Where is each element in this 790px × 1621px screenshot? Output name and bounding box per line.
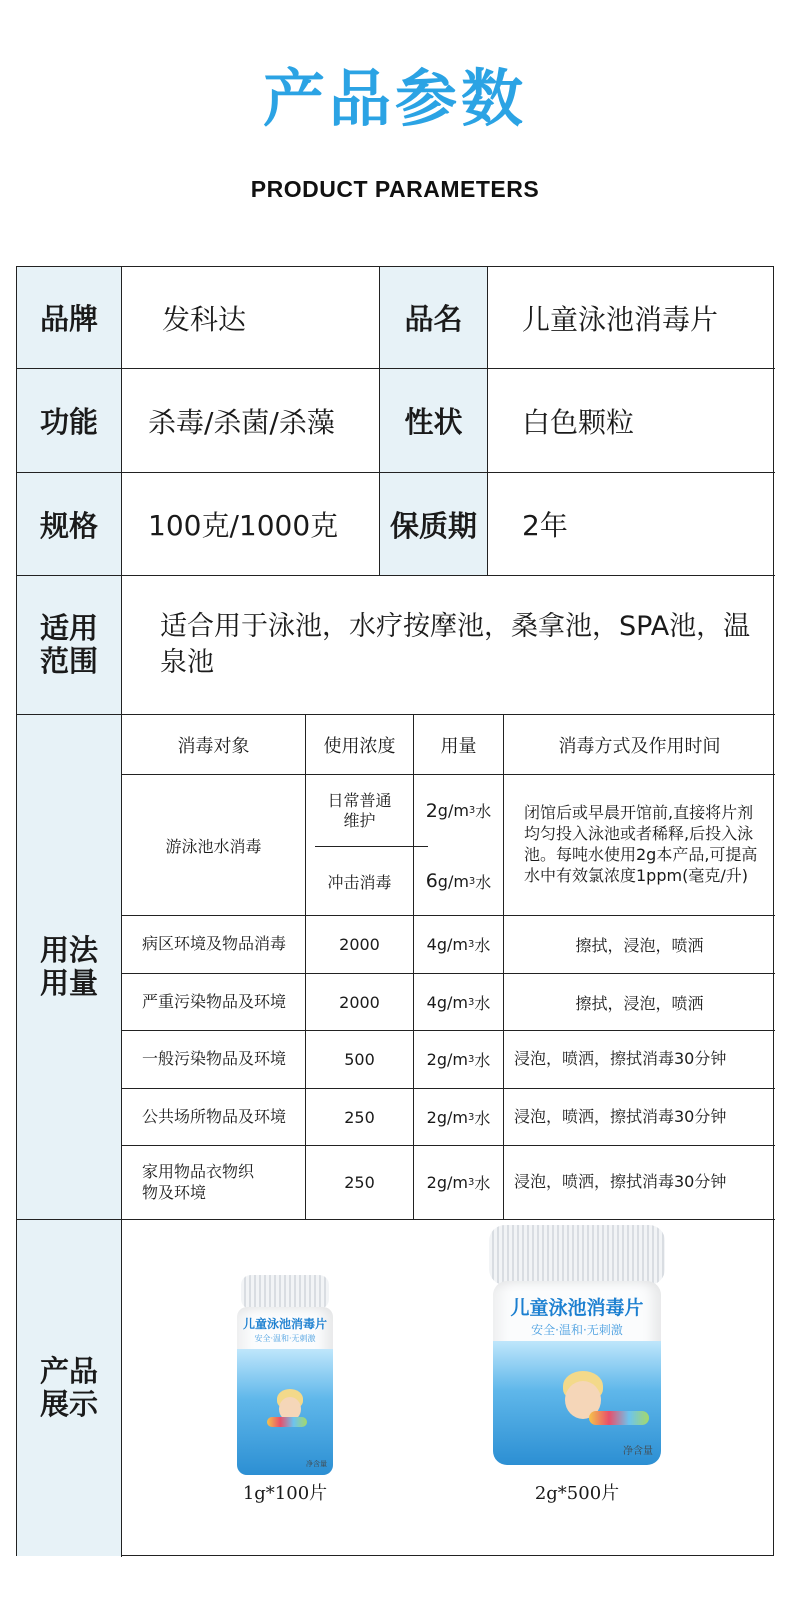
usage-header-object: 消毒对象 [177,735,250,757]
large-jar-title: 儿童泳池消毒片 [510,1297,644,1319]
usage-row-amount-post: 水 [474,1108,491,1128]
usage-row-amount-unit: g/m [436,1050,468,1069]
usage-row-method: 浸泡，喷洒，擦拭消毒30分钟 [514,1049,727,1069]
function-value: 杀毒/杀菌/杀藻 [148,405,335,439]
usage-row-amount [414,1146,503,1219]
usage-label-line1: 用法 [39,932,98,967]
usage-row-amount [414,1089,503,1145]
usage-row-concentration: 2000 [339,935,380,954]
usage-row-amount-post: 水 [474,1051,491,1070]
small-bottle-net: 净含量 [306,1460,327,1468]
usage-row-object: 严重污染物品及环境 [142,991,287,1011]
usage-row-amount-unit: g/m [436,935,468,954]
brand-value: 发科达 [162,302,247,336]
display-label-line1: 产品 [39,1353,98,1388]
usage-row-amount-num: 2 [426,1173,437,1192]
usage-row-amount [414,916,503,973]
small-bottle-caption: 1g*100片 [242,1483,328,1504]
usage-label-line2: 用量 [39,966,98,1000]
display-label [17,1220,121,1556]
shelf-life-label: 保质期 [380,473,487,575]
large-jar-net: 净含量 [623,1446,653,1457]
usage-row-amount-unit: g/m [436,1173,468,1192]
small-bottle-title: 儿童泳池消毒片 [242,1317,327,1331]
pool-shock-amount: 6 g/m 3 水 [425,870,492,892]
large-jar-image [489,1225,665,1465]
form-value: 白色颗粒 [522,405,635,439]
large-jar-caption: 2g*500片 [534,1483,620,1504]
usage-row-amount [414,1031,503,1088]
usage-row-amount-sup: 3 [467,939,475,950]
usage-row-amount-num: 4 [426,935,437,954]
usage-header-method: 消毒方式及作用时间 [558,735,721,757]
display-label-line2: 展示 [39,1387,98,1421]
form-label: 性状 [380,369,487,472]
usage-row-concentration: 250 [344,1173,375,1192]
small-bottle-pool-picture [237,1349,333,1475]
small-bottle-image [237,1275,333,1475]
usage-row-amount-post: 水 [474,993,491,1013]
pool-shock-label: 冲击消毒 [327,872,392,892]
usage-row-amount-sup: 3 [467,1177,475,1188]
usage-row-object: 病区环境及物品消毒 [142,934,287,954]
scope-label-line1: 适用 [39,610,98,645]
usage-row-amount-sup: 3 [467,1111,475,1123]
usage-row-amount-num: 2 [426,1107,437,1127]
spec-value: 100克/1000克 [148,509,339,542]
usage-row-amount-unit: g/m [436,1107,468,1127]
small-bottle-tagline: 安全·温和·无刺激 [254,1334,316,1343]
usage-row-object: 一般污染物品及环境 [142,1049,287,1069]
pool-method: 闭馆后或早晨开馆前,直接将片剂均匀投入泳池或者稀释,后投入泳池。每吨水使用2g本产品,可提高水中有效氯浓度1ppm(毫克/升) [524,803,758,885]
small-bottle-cap [241,1275,329,1309]
usage-row-amount-num: 2 [426,1050,437,1069]
small-bottle-body [237,1307,333,1475]
large-jar-tagline: 安全·温和·无刺激 [531,1323,623,1337]
page-subtitle: PRODUCT PARAMETERS [250,176,540,202]
usage-row-amount-post: 水 [474,936,491,955]
scope-label-line2: 范围 [39,644,98,678]
name-value: 儿童泳池消毒片 [522,302,719,336]
usage-row-object: 公共场所物品及环境 [142,1106,287,1126]
usage-row-object: 家用物品衣物织物及环境 [142,1161,255,1202]
usage-header-concentration: 使用浓度 [323,735,396,757]
usage-row-method: 浸泡，喷洒，擦拭消毒30分钟 [514,1172,727,1192]
function-label: 功能 [17,369,121,472]
scope-label [17,576,121,714]
usage-row-method: 擦拭，浸泡，喷洒 [575,936,704,955]
usage-header-amount: 用量 [440,735,477,757]
large-jar-cap [489,1225,665,1285]
usage-row-concentration: 500 [344,1050,375,1069]
scope-value: 适合用于泳池，水疗按摩池，桑拿池，SPA池，温泉池 [160,610,751,678]
usage-row-amount-sup: 3 [467,996,475,1008]
usage-row-concentration: 2000 [339,992,380,1012]
usage-label [17,715,121,1219]
page-title: 产品参数 [262,62,527,135]
usage-row-method: 浸泡，喷洒，擦拭消毒30分钟 [514,1106,727,1126]
brand-label: 品牌 [17,267,121,368]
pool-shock-amount-num: 6 [425,870,438,892]
usage-row-amount-num: 4 [426,992,437,1012]
name-label: 品名 [380,267,487,368]
pool-daily-label: 日常普通维护 [327,790,392,830]
pool-object: 游泳池水消毒 [165,836,262,856]
parameters-table [16,266,774,1556]
usage-row-amount-sup: 3 [467,1054,475,1065]
usage-row-concentration: 250 [344,1107,375,1127]
pool-daily-amount: 2 g/m 3 水 [425,799,492,822]
usage-row-method: 擦拭，浸泡，喷洒 [575,993,704,1013]
usage-row-amount [414,974,503,1030]
pool-daily-amount-num: 2 [425,799,438,822]
spec-label: 规格 [17,473,121,575]
shelf-life-value: 2年 [522,509,568,542]
usage-row-amount-unit: g/m [436,992,468,1012]
usage-row-amount-post: 水 [474,1174,491,1193]
large-jar-body [493,1281,661,1465]
